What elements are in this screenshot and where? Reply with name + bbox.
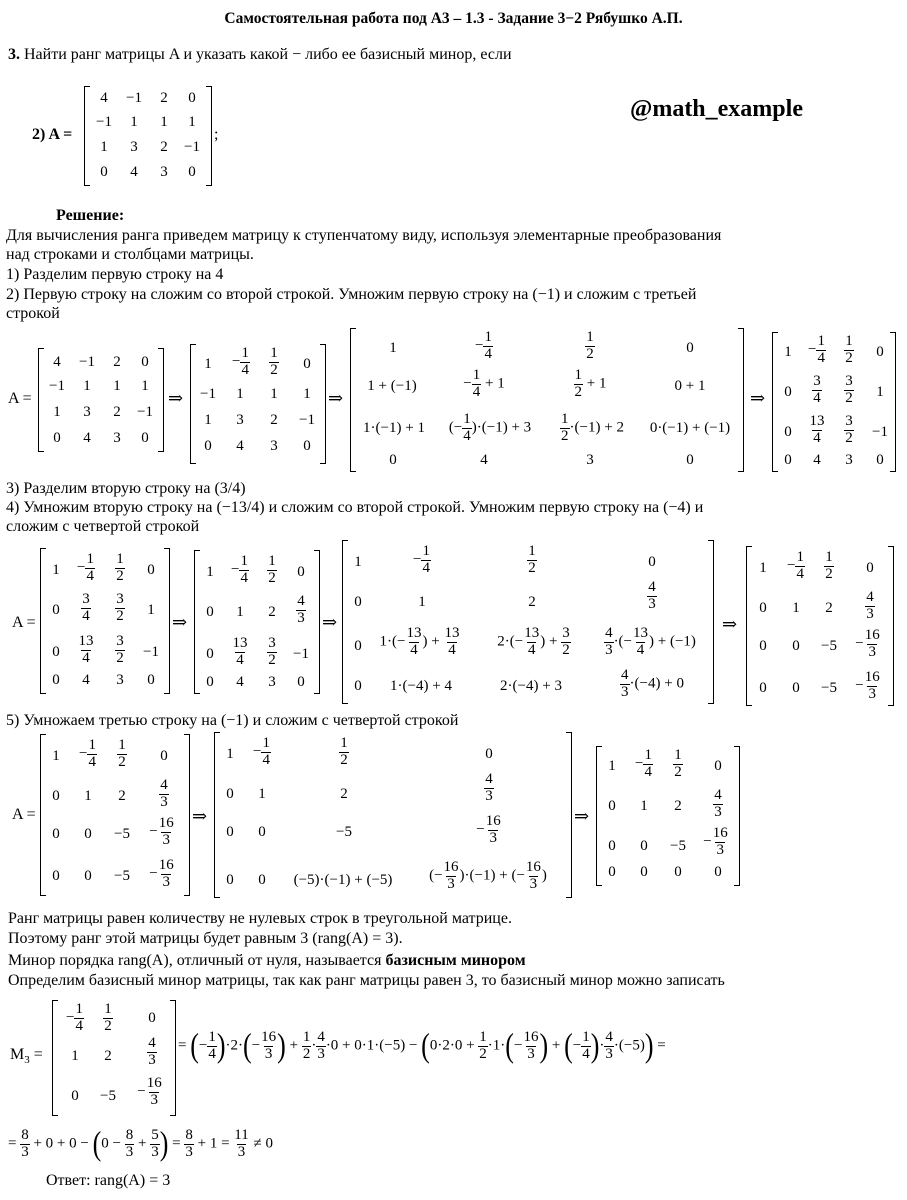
step-2-line-2: строкой — [6, 305, 60, 322]
matrix-step1-result: 1 − $\frac{1}{4}$ $\frac{1}{2}$ 0 0 $\frac{3}{4}$ $\frac{3}{2}$ 1 0 $\frac{13}{4}$ $\frac{3}{2}$ −1 0 4 3 0 — [772, 332, 896, 472]
a-label-2: A = — [12, 614, 36, 631]
solution-heading: Решение: — [56, 207, 125, 224]
intro-line-2: над строками и столбцами матрицы. — [6, 246, 254, 263]
matrix-step1-b: 1 − $\frac{1}{4}$ $\frac{1}{2}$ 0 −1 1 1 1 1 3 2 −1 0 4 3 0 — [190, 344, 326, 464]
implies-arrow: ⇒ — [168, 388, 184, 408]
watermark: @math_example — [630, 96, 803, 122]
conclusion-line-1: Ранг матрицы равен количеству не нулевых строк в треугольной матрице. — [8, 910, 512, 927]
matrix-step2-b: 1 − $\frac{1}{4}$ $\frac{1}{2}$ 0 0 1 2 $\frac{4}{3}$ 0 $\frac{13}{4}$ $\frac{3}{2}$ −1 0 4 3 0 — [194, 550, 320, 694]
task-statement: 3. Найти ранг матрицы A и указать какой − либо ее базисный минор, если — [8, 46, 512, 63]
step-4-line-1: 4) Умножим вторую строку на (−13/4) и сложим со второй строкой. Умножим первую строку на (−4) и — [6, 499, 704, 516]
implies-arrow: ⇒ — [574, 806, 590, 826]
implies-arrow: ⇒ — [192, 806, 208, 826]
implies-arrow: ⇒ — [322, 612, 338, 632]
implies-arrow: ⇒ — [328, 388, 344, 408]
intro-line-1: Для вычисления ранга приведем матрицу к ступенчатому виду, используя элементарные преобразования — [6, 227, 722, 244]
minor-definition: Минор порядка rang(A), отличный от нуля, называется базисным минором — [8, 952, 526, 969]
implies-arrow: ⇒ — [722, 614, 738, 634]
equation-label: 2) A = — [32, 126, 73, 143]
minor-result: = $\frac{8}{3}$ + 0 + 0 − (0 − $\frac{8}{3}$ + $\frac{5}{3}$ ) = $\frac{8}{3}$ + 1 = $\frac{11}{3}$ ≠ 0 — [8, 1124, 273, 1163]
matrix-step3-a: 1 − $\frac{1}{4}$ $\frac{1}{2}$ 0 0 1 2 $\frac{4}{3}$ 0 0 −5 − $\frac{16}{3}$ 0 0 −5 − $\frac{16}{3}$ — [40, 734, 190, 896]
a-label-3: A = — [12, 806, 36, 823]
minor-intro: Определим базисный минор матрицы, так как ранг матрицы равен 3, то базисный минор можно записать — [8, 972, 725, 989]
matrix-step2-a: 1 − $\frac{1}{4}$ $\frac{1}{2}$ 0 0 $\frac{3}{4}$ $\frac{3}{2}$ 1 0 $\frac{13}{4}$ $\frac{3}{2}$ −1 0 4 3 0 — [40, 548, 170, 694]
conclusion-line-2: Поэтому ранг этой матрицы будет равным 3 (rang(A) = 3). — [8, 930, 403, 947]
minor-expansion: = (− $\frac{1}{4}$ )·2·(− $\frac{16}{3}$ ) + $\frac{1}{2}$ · $\frac{4}{3}$ ·0 + 0·1·(−5) − (0·2·0 + $\frac{1}{2}$ ·1·(− $\frac{16}{3}$ ) + (− $\frac{1}{4}$ )· $\frac{4}{3}$ ·(−5)) = — [178, 1026, 666, 1065]
matrix-step3-b: 1 − $\frac{1}{4}$ $\frac{1}{2}$ 0 0 1 2 $\frac{4}{3}$ 0 0 −5 − $\frac{16}{3}$ 0 0 (−5)·(−1) + (−5) (− $\frac{16}{3}$ )·(−1) + (− $\frac{16}{3}$ ) — [214, 732, 572, 898]
step-4-line-2: сложим с четвертой строкой — [6, 518, 200, 535]
step-3: 3) Разделим вторую строку на (3/4) — [6, 480, 246, 497]
a-label-1: A = — [8, 390, 32, 407]
step-5: 5) Умножаем третью строку на (−1) и сложим с четвертой строкой — [6, 712, 459, 729]
page-title: Самостоятельная работа под А3 – 1.3 - Задание 3−2 Рябушко А.П. — [224, 10, 683, 27]
m3-label: $M_3$ = — [10, 1046, 43, 1067]
step-2-line-1: 2) Первую строку на сложим со второй строкой. Умножим первую строку на (−1) и сложим с третьей — [6, 286, 697, 303]
matrix-step1-c: 1 − $\frac{1}{4}$ $\frac{1}{2}$ 0 1 + (−1) − $\frac{1}{4}$ + 1 $\frac{1}{2}$ + 1 0 + 1 1·(−1) + 1 (− $\frac{1}{4}$ )·(−1) + 3 $\frac{1}{2}$ ·(−1) + 2 0·(−1) + (−1) 0 4 3 0 — [350, 328, 744, 472]
semicolon: ; — [214, 126, 219, 143]
implies-arrow: ⇒ — [172, 612, 188, 632]
implies-arrow: ⇒ — [750, 388, 766, 408]
answer: Ответ: rang(A) = 3 — [46, 1172, 171, 1189]
step-1: 1) Разделим первую строку на 4 — [6, 266, 224, 283]
minor-m3-matrix: − $\frac{1}{4}$ $\frac{1}{2}$ 0 1 2 $\frac{4}{3}$ 0 −5 − $\frac{16}{3}$ — [52, 1000, 176, 1116]
matrix-step2-c: 1 − $\frac{1}{4}$ $\frac{1}{2}$ 0 0 1 2 $\frac{4}{3}$ 0 1·(− $\frac{13}{4}$ ) + $\frac{13}{4}$ 2·(− $\frac{13}{4}$ ) + $\frac{3}{2}$ $\frac{4}{3}$ ·(− $\frac{13}{4}$ ) + (−1) 0 1·(−4) + 4 2·(−4) + 3 $\frac{4}{3}$ ·(−4) + 0 — [342, 540, 714, 704]
matrix-step2-result: 1 − $\frac{1}{4}$ $\frac{1}{2}$ 0 0 1 2 $\frac{4}{3}$ 0 0 −5 − $\frac{16}{3}$ 0 0 −5 − $\frac{16}{3}$ — [746, 546, 894, 706]
matrix-step1-a: 4 −1 2 0 −1 1 1 1 1 3 2 −1 0 4 3 0 — [38, 348, 164, 452]
matrix-step3-result: 1 − $\frac{1}{4}$ $\frac{1}{2}$ 0 0 1 2 $\frac{4}{3}$ 0 0 −5 − $\frac{16}{3}$ 0 0 0 0 — [596, 746, 740, 886]
matrix-A-given: 4 −1 2 0 −1 1 1 1 1 3 2 −1 0 4 3 0 — [84, 86, 212, 186]
